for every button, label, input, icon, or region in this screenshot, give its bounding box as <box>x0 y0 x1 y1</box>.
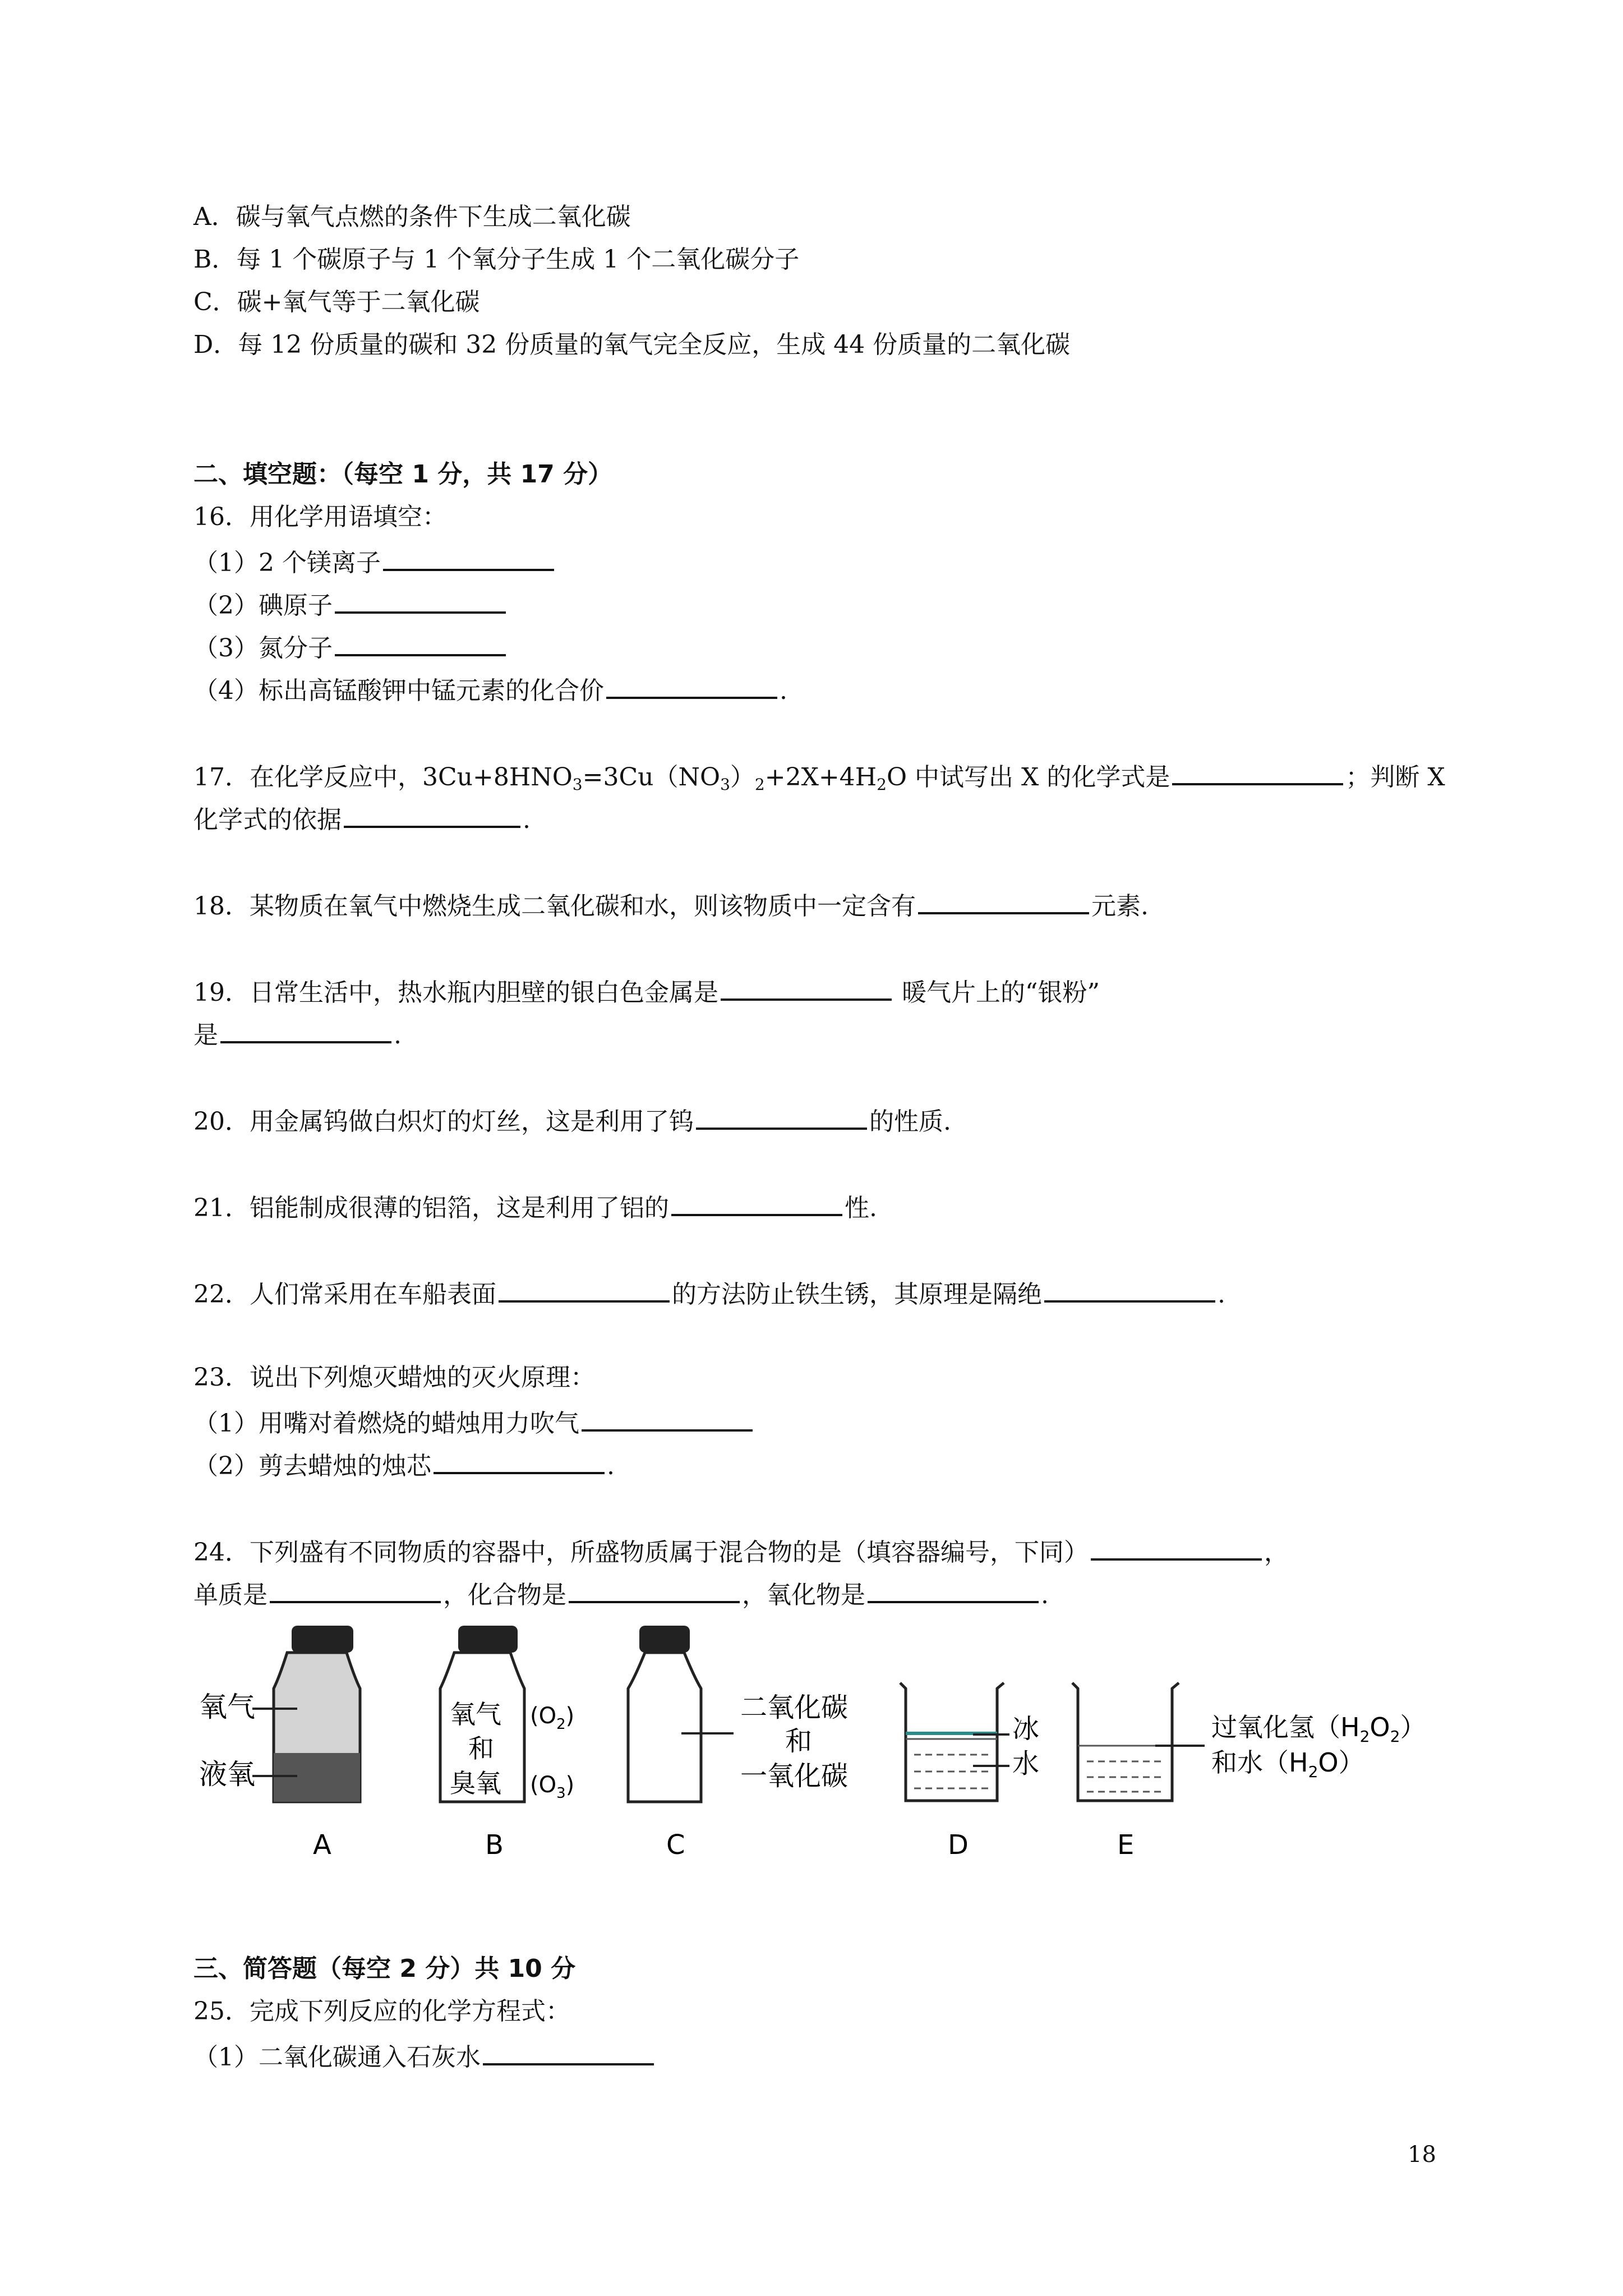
formula-text: (O <box>530 1703 557 1729</box>
q23-text: （1）用嘴对着燃烧的蜡烛用力吹气 <box>193 1409 579 1438</box>
subscript: 2 <box>556 1716 566 1733</box>
label-ozone: 臭氧 <box>450 1768 501 1798</box>
formula-o2 <box>530 1703 574 1733</box>
q20-text: 的性质. <box>869 1107 951 1136</box>
q19-text: 暖气片上的“银粉” <box>894 978 1100 1007</box>
label-text: ） <box>1400 1712 1426 1742</box>
q24-text: ， <box>1264 1538 1289 1567</box>
subscript: 2 <box>877 775 887 794</box>
label-letter-e: E <box>1117 1829 1135 1861</box>
label-letter-d: D <box>948 1829 969 1861</box>
label-co2: 二氧化碳 <box>740 1692 849 1723</box>
formula-o3 <box>530 1772 574 1802</box>
q22-text: 的方法防止铁生锈，其原理是隔绝 <box>672 1280 1042 1309</box>
subscript: 3 <box>556 1785 566 1802</box>
q19-text: . <box>394 1021 402 1050</box>
label-letter-b: B <box>485 1829 504 1861</box>
q22-text: . <box>1218 1280 1225 1309</box>
label-letter-c: C <box>666 1829 685 1861</box>
label-liquid-oxygen: 液氧 <box>199 1758 255 1791</box>
formula-text: (O <box>530 1772 557 1798</box>
q17-text: 17．在化学反应中，3Cu+8HNO <box>193 763 573 792</box>
label-text: 和水（H <box>1211 1747 1308 1778</box>
subscript: 3 <box>720 775 730 794</box>
q16-part-2-text: （2）碘原子 <box>193 591 333 620</box>
label-text: O） <box>1318 1747 1364 1778</box>
label-oxygen: 氧气 <box>199 1691 255 1723</box>
formula-close: ) <box>565 1703 575 1729</box>
q18-text: 18．某物质在氧气中燃烧生成二氧化碳和水，则该物质中一定含有 <box>193 892 916 921</box>
q20-text: 20．用金属钨做白炽灯的灯丝，这是利用了钨 <box>193 1107 694 1136</box>
container-c <box>628 1626 848 1861</box>
q16-part-3-text: （3）氮分子 <box>193 634 333 662</box>
q16-stem: 16．用化学用语填空： <box>193 503 447 531</box>
q23-text: （2）剪去蜡烛的烛芯 <box>193 1452 431 1480</box>
q25-text: （1）二氧化碳通入石灰水 <box>193 2043 481 2072</box>
q25-stem: 25．完成下列反应的化学方程式： <box>193 1997 570 2026</box>
label-ice: 冰 <box>1012 1713 1040 1745</box>
stopper <box>458 1626 518 1653</box>
q25-part-1 <box>193 2037 656 2074</box>
option-d: D．每 12 份质量的碳和 32 份质量的氧气完全反应，生成 44 份质量的二氧化碳 <box>193 330 1071 359</box>
subscript: 2 <box>1390 1727 1400 1746</box>
q16-part-4-text: （4）标出高锰酸钾中锰元素的化合价 <box>193 677 604 705</box>
container-b <box>440 1626 574 1861</box>
option-c: C．碳+氧气等于二氧化碳 <box>193 288 480 316</box>
beaker <box>900 1683 1004 1801</box>
beaker <box>1072 1683 1179 1801</box>
q24-text: 24．下列盛有不同物质的容器中，所盛物质属于混合物的是（填容器编号，下同） <box>193 1538 1089 1567</box>
section-2-heading: 二、填空题：（每空 1 分，共 17 分） <box>193 460 613 489</box>
q21-text: 性. <box>845 1194 877 1222</box>
q17-text: O 中试写出 X 的化学式是 <box>886 763 1170 792</box>
container-d <box>900 1683 1039 1861</box>
label-letter-a: A <box>313 1829 331 1861</box>
q17-text: 化学式的依据 <box>193 806 342 834</box>
stopper <box>639 1626 690 1653</box>
subscript: 2 <box>1308 1763 1318 1781</box>
q17-text: +2X+4H <box>764 763 877 792</box>
q24-text: ，化合物是 <box>443 1581 566 1609</box>
q24-text: 单质是 <box>193 1581 268 1609</box>
q17-text: ；判断 X <box>1345 763 1445 792</box>
liquid-oxygen-fill <box>274 1753 360 1802</box>
option-b: B．每 1 个碳原子与 1 个氧分子生成 1 个二氧化碳分子 <box>193 245 800 274</box>
jar-body <box>628 1653 701 1802</box>
label-text: 过氧化氢（H <box>1211 1712 1360 1742</box>
q23-end: . <box>607 1452 615 1480</box>
container-a <box>199 1626 360 1861</box>
q19-text: 19．日常生活中，热水瓶内胆壁的银白色金属是 <box>193 978 718 1007</box>
q24-text: . <box>1041 1581 1049 1609</box>
label-water: 水 <box>1012 1748 1040 1779</box>
option-a: A．碳与氧气点燃的条件下生成二氧化碳 <box>193 203 631 231</box>
label-water <box>1211 1747 1364 1781</box>
label-co: 一氧化碳 <box>740 1760 849 1792</box>
q17-text: ） <box>730 763 755 792</box>
label-hydrogen-peroxide <box>1211 1712 1426 1746</box>
subscript: 2 <box>754 775 765 794</box>
formula-close: ) <box>565 1772 575 1798</box>
subscript: 2 <box>1359 1727 1370 1746</box>
q24-text: ，氧化物是 <box>742 1581 865 1609</box>
q22-text: 22．人们常采用在车船表面 <box>193 1280 496 1309</box>
section-3-heading: 三、简答题（每空 2 分）共 10 分 <box>193 1954 576 1983</box>
q17-text: =3Cu（NO <box>582 763 721 792</box>
container-e <box>1072 1683 1426 1861</box>
answer-blank[interactable] <box>483 2037 654 2065</box>
stopper <box>292 1626 353 1653</box>
label-and: 和 <box>785 1726 813 1757</box>
q18-text: 元素. <box>1091 892 1149 921</box>
label-and: 和 <box>468 1733 494 1764</box>
label-text: O <box>1370 1712 1390 1742</box>
q16-end: . <box>780 677 787 705</box>
page-number: 18 <box>1408 2142 1436 2168</box>
subscript: 3 <box>572 775 583 794</box>
label-oxygen: 氧气 <box>450 1699 501 1729</box>
q16-part-1-text: （1）2 个镁离子 <box>193 549 381 577</box>
q21-text: 21．铝能制成很薄的铝箔，这是利用了铝的 <box>193 1194 669 1222</box>
q23-stem: 23．说出下列熄灭蜡烛的灭火原理： <box>193 1363 595 1392</box>
q19-text: 是 <box>193 1021 218 1050</box>
q17-text: . <box>523 806 531 834</box>
